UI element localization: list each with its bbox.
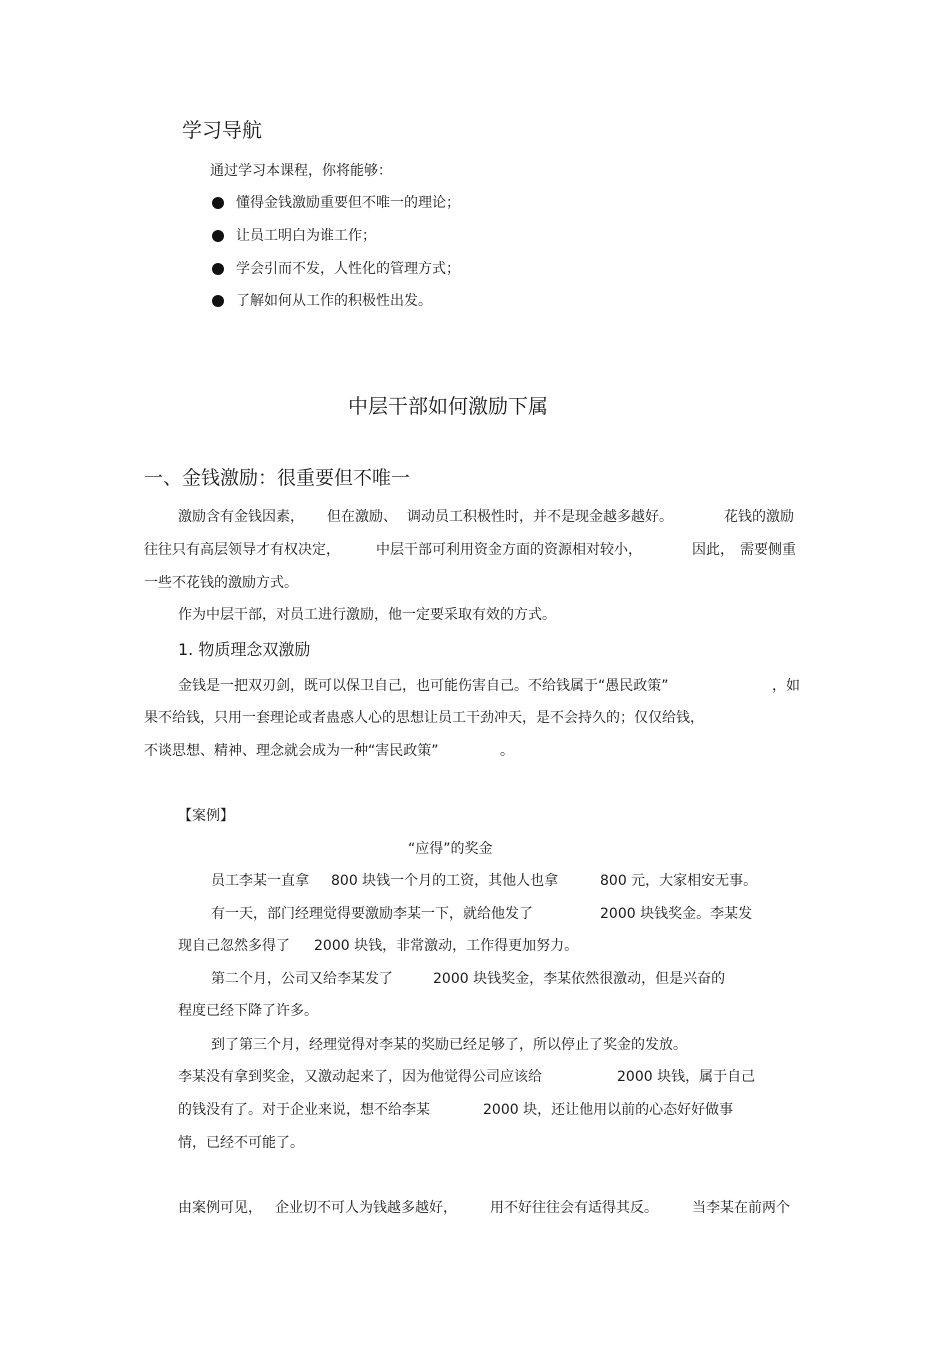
document-title: 中层干部如何激励下属 <box>348 394 548 418</box>
paragraph-text: 调动员工积极性时，并不是现金越多越好。 <box>407 509 673 525</box>
case-text: 2000 块钱，属于自己 <box>617 1069 756 1085</box>
nav-intro: 通过学习本课程，你将能够： <box>210 163 392 179</box>
case-title: “应得”的奖金 <box>408 841 493 857</box>
paragraph-text: 企业切不可人为钱越多越好， <box>275 1200 457 1216</box>
case-text: 2000 块，还让他用以前的心态好好做事 <box>483 1102 734 1118</box>
paragraph-text: 用不好往往会有适得其反。 <box>490 1200 658 1216</box>
paragraph-text: 需要侧重 <box>740 542 796 558</box>
case-text: 2000 块钱，非常激动，工作得更加努力。 <box>314 938 579 954</box>
case-text: 2000 块钱奖金。李某发 <box>600 906 753 922</box>
nav-item: 让员工明白为谁工作； <box>236 228 376 244</box>
paragraph-text: 当李某在前两个 <box>692 1200 790 1216</box>
paragraph-text: 不谈思想、精神、理念就会成为一种“害民政策” <box>144 743 439 759</box>
paragraph-text: 中层干部可利用资金方面的资源相对较小， <box>376 542 642 558</box>
paragraph-text: 果不给钱，只用一套理论或者蛊惑人心的思想让员工干劲冲天，是不会持久的；仅仅给钱， <box>144 710 704 726</box>
paragraph-text: ，如 <box>772 678 800 694</box>
case-text: 2000 块钱奖金，李某依然很激动，但是兴奋的 <box>433 971 726 987</box>
case-tag: 【案例】 <box>178 808 234 824</box>
paragraph-text: 一些不花钱的激励方式。 <box>144 575 298 591</box>
paragraph-text: 但在激励、 <box>327 509 397 525</box>
case-text: 程度已经下降了许多。 <box>178 1003 318 1019</box>
case-text: 员工李某一直拿 <box>211 873 309 889</box>
case-text: 的钱没有了。对于企业来说，想不给李某 <box>178 1102 430 1118</box>
bullet-icon <box>212 230 224 242</box>
case-text: 现自己忽然多得了 <box>178 938 290 954</box>
case-text: 李某没有拿到奖金，又激动起来了，因为他觉得公司应该给 <box>178 1069 542 1085</box>
nav-item: 学会引而不发，人性化的管理方式； <box>236 261 460 277</box>
paragraph-text: 往往只有高层领导才有权决定， <box>144 542 340 558</box>
paragraph-text: 。 <box>500 743 514 759</box>
case-text: 情，已经不可能了。 <box>178 1135 304 1151</box>
case-text: 有一天，部门经理觉得要激励李某一下，就给他发了 <box>211 906 533 922</box>
case-text: 800 元，大家相安无事。 <box>600 873 758 889</box>
nav-title: 学习导航 <box>182 118 262 142</box>
section-heading: 一、金钱激励：很重要但不唯一 <box>144 467 411 489</box>
paragraph-text: 由案例可见， <box>178 1200 262 1216</box>
bullet-icon <box>212 295 224 307</box>
nav-item: 了解如何从工作的积极性出发。 <box>236 293 432 309</box>
paragraph-text: 金钱是一把双刃剑，既可以保卫自己，也可能伤害自己。不给钱属于“愚民政策” <box>178 678 669 694</box>
paragraph-text: 激励含有金钱因素， <box>178 509 304 525</box>
subsection-heading: 1. 物质理念双激励 <box>178 640 311 659</box>
bullet-icon <box>212 197 224 209</box>
case-text: 第二个月，公司又给李某发了 <box>211 971 393 987</box>
paragraph-text: 花钱的激励 <box>724 509 794 525</box>
case-text: 800 块钱一个月的工资，其他人也拿 <box>331 873 559 889</box>
nav-item: 懂得金钱激励重要但不唯一的理论； <box>236 195 460 211</box>
paragraph-text: 作为中层干部，对员工进行激励，他一定要采取有效的方式。 <box>178 607 556 623</box>
paragraph-text: 因此， <box>692 542 734 558</box>
bullet-icon <box>212 263 224 275</box>
case-text: 到了第三个月，经理觉得对李某的奖励已经足够了，所以停止了奖金的发放。 <box>211 1037 687 1053</box>
